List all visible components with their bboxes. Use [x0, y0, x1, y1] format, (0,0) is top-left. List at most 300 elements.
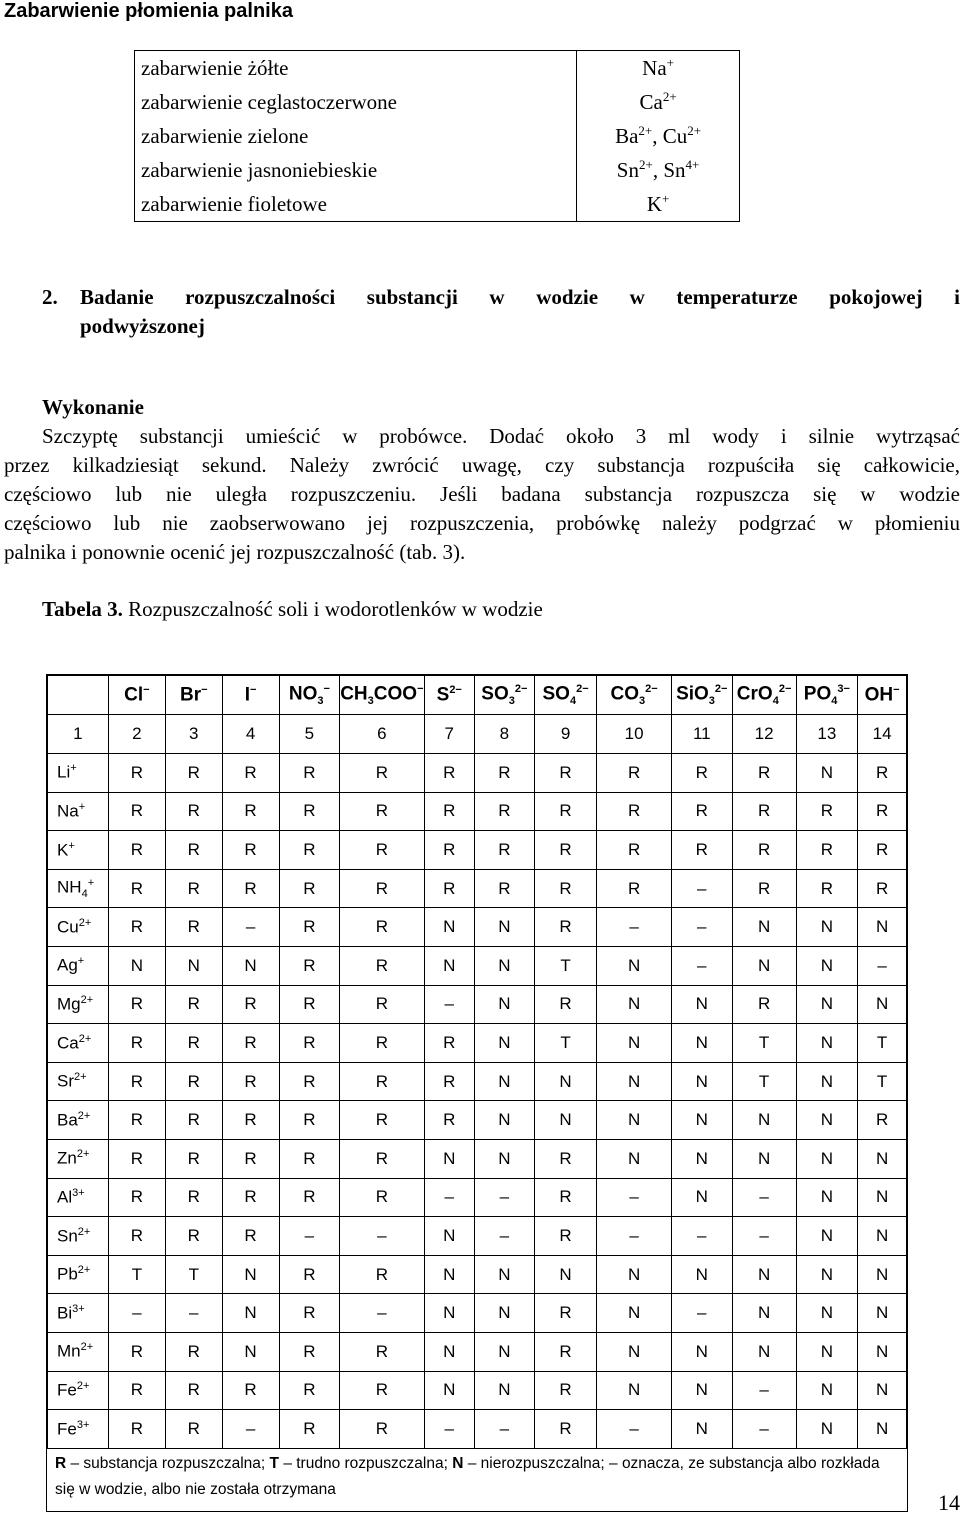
solubility-cell: R — [475, 754, 535, 793]
cation-cell: $Ba^{2+}$ — [48, 1101, 109, 1140]
column-number: 13 — [796, 715, 858, 754]
solubility-cell: R — [597, 754, 671, 793]
solubility-cell: N — [424, 946, 475, 985]
solubility-cell: R — [166, 869, 222, 908]
solubility-cell: R — [534, 1371, 597, 1410]
solubility-cell: N — [597, 1101, 671, 1140]
table-row — [48, 1410, 907, 1449]
solubility-cell: N — [796, 1410, 858, 1449]
column-number: 9 — [534, 715, 597, 754]
solubility-cell: N — [671, 1139, 732, 1178]
cation-cell: $Fe^{2+}$ — [48, 1371, 109, 1410]
solubility-cell: R — [597, 792, 671, 831]
table-row — [48, 754, 907, 793]
solubility-cell: R — [475, 831, 535, 870]
table-row — [48, 1178, 907, 1217]
solubility-cell: N — [475, 1062, 535, 1101]
column-number: 11 — [671, 715, 732, 754]
flame-ion: $Sn^{2+}$, $Sn^{4+}$ — [577, 153, 740, 187]
solubility-cell: N — [858, 985, 907, 1024]
solubility-cell: R — [166, 1178, 222, 1217]
solubility-cell: N — [424, 1217, 475, 1256]
column-number: 14 — [858, 715, 907, 754]
solubility-cell: N — [732, 946, 796, 985]
solubility-cell: N — [597, 985, 671, 1024]
solubility-cell: N — [732, 1139, 796, 1178]
solubility-cell: R — [534, 1294, 597, 1333]
flame-color-label: zabarwienie zielone — [141, 123, 309, 148]
solubility-cell: N — [222, 946, 279, 985]
flame-row — [135, 51, 740, 86]
solubility-cell: R — [108, 1178, 165, 1217]
solubility-cell: N — [796, 754, 858, 793]
solubility-cell: R — [166, 1217, 222, 1256]
solubility-cell: N — [858, 1371, 907, 1410]
solubility-cell: R — [340, 1139, 424, 1178]
solubility-cell: R — [475, 792, 535, 831]
solubility-cell: R — [340, 908, 424, 947]
cation-cell: $Mn^{2+}$ — [48, 1332, 109, 1371]
solubility-cell: T — [534, 946, 597, 985]
cation-cell: $Cu^{2+}$ — [48, 908, 109, 947]
solubility-cell: R — [279, 1024, 340, 1063]
solubility-cell: N — [796, 1255, 858, 1294]
solubility-cell: R — [222, 985, 279, 1024]
flame-color-label: zabarwienie ceglastoczerwone — [141, 89, 397, 114]
legend-r: R — [55, 1455, 67, 1472]
column-number: 7 — [424, 715, 475, 754]
solubility-cell: R — [340, 1255, 424, 1294]
solubility-cell: R — [534, 1217, 597, 1256]
solubility-cell: T — [858, 1024, 907, 1063]
solubility-cell: R — [340, 1062, 424, 1101]
solubility-cell: N — [597, 1255, 671, 1294]
cation-cell: $Fe^{3+}$ — [48, 1410, 109, 1449]
solubility-cell: R — [858, 869, 907, 908]
solubility-cell: N — [475, 1332, 535, 1371]
solubility-cell: N — [671, 1062, 732, 1101]
solubility-cell: R — [424, 1101, 475, 1140]
flame-color-label: zabarwienie fioletowe — [141, 191, 327, 216]
solubility-cell: R — [534, 1332, 597, 1371]
solubility-cell: R — [475, 869, 535, 908]
solubility-cell: R — [796, 869, 858, 908]
solubility-cell: T — [166, 1255, 222, 1294]
solubility-cell: – — [475, 1217, 535, 1256]
solubility-cell: – — [424, 1178, 475, 1217]
legend-r-text: – substancja rozpuszczalna; — [66, 1455, 270, 1472]
flame-ion: K+ — [577, 187, 740, 222]
anion-header: CrO$_4^{2-}$ — [732, 676, 796, 715]
solubility-cell: R — [279, 1062, 340, 1101]
solubility-cell: R — [108, 908, 165, 947]
solubility-cell: R — [108, 1101, 165, 1140]
solubility-cell: R — [108, 985, 165, 1024]
solubility-cell: R — [534, 869, 597, 908]
solubility-cell: N — [166, 946, 222, 985]
solubility-cell: N — [858, 1217, 907, 1256]
wykonanie-line3: częściowo lub nie uległa rozpuszczeniu. Jeśli badana substancja rozpuszcza się w wodzie — [4, 482, 960, 506]
solubility-cell: R — [108, 792, 165, 831]
column-number: 1 — [48, 715, 109, 754]
column-number: 4 — [222, 715, 279, 754]
solubility-cell: R — [424, 869, 475, 908]
solubility-legend — [55, 1451, 900, 1503]
table-row — [48, 1139, 907, 1178]
solubility-cell: R — [222, 754, 279, 793]
section-title-line2: podwyższonej — [80, 314, 205, 338]
flame-ion: $Ca^{2+}$ — [577, 85, 740, 119]
solubility-cell: R — [424, 831, 475, 870]
solubility-cell: – — [222, 908, 279, 947]
solubility-cell: R — [858, 754, 907, 793]
corner-cell — [48, 676, 109, 715]
solubility-cell: N — [222, 1255, 279, 1294]
legend-n-text: – nierozpuszczalna; – oznacza, ze substancja albo rozkłada — [463, 1455, 880, 1472]
solubility-cell: R — [340, 1371, 424, 1410]
solubility-cell: N — [424, 1139, 475, 1178]
solubility-cell: N — [424, 1255, 475, 1294]
anion-header: $SO_4^{2-}$ — [534, 676, 597, 715]
solubility-cell: R — [108, 1024, 165, 1063]
solubility-cell: R — [340, 1178, 424, 1217]
table-row — [48, 1062, 907, 1101]
solubility-cell: N — [796, 985, 858, 1024]
solubility-cell: N — [475, 908, 535, 947]
anion-header: OH− — [858, 676, 907, 715]
solubility-cell: R — [534, 985, 597, 1024]
solubility-cell: N — [796, 1332, 858, 1371]
cation-cell: Li+ — [48, 754, 109, 793]
solubility-table-frame — [46, 674, 908, 1512]
solubility-cell: N — [671, 1332, 732, 1371]
solubility-cell: R — [279, 946, 340, 985]
solubility-cell: R — [166, 985, 222, 1024]
solubility-cell: R — [279, 869, 340, 908]
solubility-cell: N — [796, 1178, 858, 1217]
solubility-cell: N — [108, 946, 165, 985]
solubility-cell: N — [424, 908, 475, 947]
solubility-cell: R — [166, 1410, 222, 1449]
solubility-cell: R — [166, 1139, 222, 1178]
section-title-line1: Badanie rozpuszczalności substancji w wodzie w temperaturze pokojowej i — [80, 285, 960, 309]
solubility-cell: R — [732, 792, 796, 831]
wykonanie-line4: częściowo lub nie zaobserwowano jej rozpuszczenia, probówkę należy podgrzać w płomieniu — [4, 511, 960, 535]
solubility-cell: R — [166, 908, 222, 947]
solubility-cell: R — [534, 831, 597, 870]
solubility-cell: N — [534, 1101, 597, 1140]
solubility-cell: T — [858, 1062, 907, 1101]
column-number: 3 — [166, 715, 222, 754]
solubility-cell: R — [858, 792, 907, 831]
solubility-cell: N — [475, 1101, 535, 1140]
solubility-cell: N — [858, 1332, 907, 1371]
solubility-cell: N — [222, 1294, 279, 1333]
solubility-cell: R — [671, 831, 732, 870]
flame-color-label: zabarwienie jasnoniebieskie — [141, 157, 378, 182]
legend-n: N — [452, 1455, 464, 1472]
solubility-cell: R — [108, 1139, 165, 1178]
solubility-cell: R — [340, 1024, 424, 1063]
flame-row — [135, 187, 740, 222]
solubility-cell: – — [732, 1217, 796, 1256]
solubility-cell: N — [732, 1101, 796, 1140]
table-row — [48, 869, 907, 908]
flame-row — [135, 85, 740, 119]
cation-cell: $Bi^{3+}$ — [48, 1294, 109, 1333]
anion-header: $CO_3^{2-}$ — [597, 676, 671, 715]
solubility-cell: N — [597, 1062, 671, 1101]
solubility-cell: R — [340, 754, 424, 793]
solubility-cell: R — [166, 831, 222, 870]
solubility-cell: – — [475, 1178, 535, 1217]
solubility-cell: R — [796, 792, 858, 831]
page-heading: Zabarwienie płomienia palnika — [4, 0, 293, 22]
solubility-cell: N — [534, 1255, 597, 1294]
table-row — [48, 908, 907, 947]
solubility-cell: R — [340, 1410, 424, 1449]
solubility-cell: N — [796, 908, 858, 947]
solubility-cell: N — [858, 1294, 907, 1333]
solubility-cell: N — [796, 1294, 858, 1333]
solubility-cell: R — [108, 1332, 165, 1371]
solubility-cell: R — [222, 1101, 279, 1140]
solubility-cell: R — [279, 1139, 340, 1178]
solubility-cell: N — [671, 1410, 732, 1449]
table-row — [48, 985, 907, 1024]
solubility-cell: N — [796, 1139, 858, 1178]
cation-cell: Na+ — [48, 792, 109, 831]
solubility-cell: N — [424, 1294, 475, 1333]
solubility-cell: – — [424, 985, 475, 1024]
solubility-cell: T — [108, 1255, 165, 1294]
anion-header: Cl− — [108, 676, 165, 715]
anion-header: $PO_4^{3-}$ — [796, 676, 858, 715]
table-row — [48, 1255, 907, 1294]
solubility-cell: R — [279, 754, 340, 793]
solubility-cell: R — [279, 1371, 340, 1410]
solubility-cell: – — [279, 1217, 340, 1256]
solubility-cell: R — [424, 792, 475, 831]
solubility-cell: R — [534, 1178, 597, 1217]
table-row — [48, 792, 907, 831]
solubility-cell: N — [597, 946, 671, 985]
solubility-cell: R — [858, 1101, 907, 1140]
solubility-cell: R — [279, 1101, 340, 1140]
table-row — [48, 1371, 907, 1410]
table-row — [48, 1217, 907, 1256]
flame-ion: $Ba^{2+}$, $Cu^{2+}$ — [577, 119, 740, 153]
solubility-table — [47, 675, 907, 1449]
anion-header: SiO$_3^{2-}$ — [671, 676, 732, 715]
solubility-cell: – — [475, 1410, 535, 1449]
solubility-cell: R — [534, 908, 597, 947]
solubility-cell: R — [166, 1332, 222, 1371]
solubility-cell: – — [732, 1371, 796, 1410]
solubility-cell: R — [279, 792, 340, 831]
solubility-cell: R — [279, 1332, 340, 1371]
solubility-cell: R — [166, 1371, 222, 1410]
column-number: 8 — [475, 715, 535, 754]
solubility-cell: R — [340, 946, 424, 985]
solubility-cell: R — [732, 831, 796, 870]
solubility-cell: R — [108, 1410, 165, 1449]
anion-header: $SO_3^{2-}$ — [475, 676, 535, 715]
table-row — [48, 946, 907, 985]
column-number: 5 — [279, 715, 340, 754]
cation-cell: $NH_4^+$ — [48, 869, 109, 908]
solubility-cell: – — [858, 946, 907, 985]
solubility-cell: N — [475, 946, 535, 985]
solubility-cell: N — [475, 1371, 535, 1410]
solubility-cell: R — [534, 754, 597, 793]
solubility-cell: N — [424, 1371, 475, 1410]
table-row — [48, 1332, 907, 1371]
solubility-cell: – — [597, 1410, 671, 1449]
solubility-cell: R — [671, 792, 732, 831]
solubility-cell: – — [340, 1294, 424, 1333]
solubility-cell: R — [108, 831, 165, 870]
solubility-cell: T — [732, 1024, 796, 1063]
solubility-cell: R — [166, 792, 222, 831]
anion-header: $NO_3^-$ — [279, 676, 340, 715]
solubility-cell: R — [340, 831, 424, 870]
solubility-cell: N — [796, 1371, 858, 1410]
solubility-cell: R — [222, 869, 279, 908]
solubility-cell: N — [475, 1255, 535, 1294]
solubility-cell: R — [279, 985, 340, 1024]
solubility-cell: N — [858, 1410, 907, 1449]
solubility-cell: R — [279, 1294, 340, 1333]
solubility-cell: – — [597, 908, 671, 947]
solubility-cell: – — [166, 1294, 222, 1333]
solubility-cell: R — [732, 869, 796, 908]
solubility-cell: – — [108, 1294, 165, 1333]
solubility-cell: N — [796, 1101, 858, 1140]
solubility-cell: N — [671, 985, 732, 1024]
legend-t-text: – trudno rozpuszczalna; — [279, 1455, 453, 1472]
solubility-cell: N — [732, 1294, 796, 1333]
solubility-cell: R — [222, 1217, 279, 1256]
column-number-row — [48, 715, 907, 754]
solubility-cell: R — [279, 1410, 340, 1449]
solubility-cell: R — [108, 1062, 165, 1101]
anion-header: I− — [222, 676, 279, 715]
solubility-cell: R — [340, 985, 424, 1024]
wykonanie-line2: przez kilkadziesiąt sekund. Należy zwrócić uwagę, czy substancja rozpuściła się całkowicie, — [4, 453, 960, 477]
solubility-cell: N — [597, 1371, 671, 1410]
solubility-cell: R — [222, 1139, 279, 1178]
solubility-cell: N — [424, 1332, 475, 1371]
cation-cell: $Sr^{2+}$ — [48, 1062, 109, 1101]
solubility-cell: R — [108, 869, 165, 908]
solubility-cell: R — [108, 754, 165, 793]
solubility-cell: N — [534, 1062, 597, 1101]
solubility-cell: R — [597, 869, 671, 908]
solubility-cell: N — [796, 1062, 858, 1101]
solubility-cell: N — [671, 1371, 732, 1410]
solubility-cell: R — [279, 831, 340, 870]
table-row — [48, 1101, 907, 1140]
flame-row — [135, 119, 740, 153]
solubility-cell: R — [424, 1024, 475, 1063]
solubility-cell: R — [108, 1371, 165, 1410]
section-number: 2. — [42, 285, 58, 309]
solubility-cell: – — [732, 1410, 796, 1449]
solubility-cell: N — [597, 1294, 671, 1333]
solubility-cell: – — [597, 1217, 671, 1256]
solubility-cell: R — [166, 1062, 222, 1101]
solubility-cell: N — [796, 1024, 858, 1063]
solubility-cell: R — [340, 869, 424, 908]
solubility-cell: N — [475, 1139, 535, 1178]
solubility-cell: N — [671, 1255, 732, 1294]
solubility-cell: N — [732, 1255, 796, 1294]
solubility-cell: R — [858, 831, 907, 870]
solubility-cell: R — [279, 1178, 340, 1217]
solubility-cell: N — [732, 1332, 796, 1371]
solubility-cell: N — [671, 1101, 732, 1140]
solubility-cell: N — [597, 1332, 671, 1371]
solubility-cell: – — [732, 1178, 796, 1217]
flame-color-table — [134, 50, 740, 222]
solubility-cell: – — [597, 1178, 671, 1217]
cation-cell: $Zn^{2+}$ — [48, 1139, 109, 1178]
flame-row — [135, 153, 740, 187]
solubility-cell: N — [671, 1024, 732, 1063]
solubility-cell: R — [340, 1101, 424, 1140]
solubility-cell: R — [166, 754, 222, 793]
flame-color-label: zabarwienie żółte — [141, 55, 289, 80]
solubility-cell: R — [597, 831, 671, 870]
cation-cell: $Pb^{2+}$ — [48, 1255, 109, 1294]
table-caption-number: Tabela 3. — [42, 597, 123, 621]
anion-header: $CH_3COO^-$ — [340, 676, 424, 715]
column-number: 2 — [108, 715, 165, 754]
solubility-cell: N — [222, 1332, 279, 1371]
solubility-cell: N — [475, 1024, 535, 1063]
solubility-cell: R — [796, 831, 858, 870]
wykonanie-line1: Szczyptę substancji umieścić w probówce. Dodać około 3 ml wody i silnie wytrząsać — [42, 424, 960, 448]
solubility-cell: N — [796, 1217, 858, 1256]
solubility-cell: – — [671, 946, 732, 985]
solubility-cell: – — [671, 908, 732, 947]
table-row — [48, 1294, 907, 1333]
solubility-cell: R — [279, 1255, 340, 1294]
solubility-cell: R — [222, 1062, 279, 1101]
cation-cell: $Ca^{2+}$ — [48, 1024, 109, 1063]
solubility-cell: R — [222, 792, 279, 831]
table-row — [48, 831, 907, 870]
column-number: 10 — [597, 715, 671, 754]
solubility-cell: – — [222, 1410, 279, 1449]
anion-header-row — [48, 676, 907, 715]
wykonanie-label: Wykonanie — [42, 395, 144, 419]
solubility-cell: N — [796, 946, 858, 985]
cation-cell: $Mg^{2+}$ — [48, 985, 109, 1024]
column-number: 12 — [732, 715, 796, 754]
table-row — [48, 1024, 907, 1063]
column-number: 6 — [340, 715, 424, 754]
solubility-cell: R — [279, 908, 340, 947]
solubility-cell: R — [424, 754, 475, 793]
solubility-cell: R — [534, 1139, 597, 1178]
solubility-cell: – — [671, 1217, 732, 1256]
solubility-cell: N — [597, 1024, 671, 1063]
solubility-cell: R — [534, 1410, 597, 1449]
flame-ion: Na+ — [577, 51, 740, 86]
legend-line2: się w wodzie, albo nie została otrzymana — [55, 1481, 336, 1498]
